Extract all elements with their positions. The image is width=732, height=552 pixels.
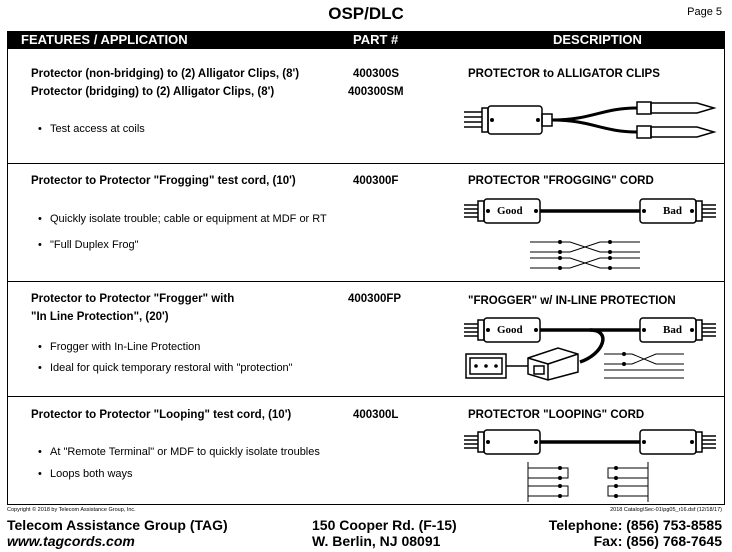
company-name: Telecom Assistance Group (TAG) xyxy=(7,517,228,533)
row-divider xyxy=(7,281,725,282)
feature-line: Protector to Protector "Frogger" with xyxy=(31,293,235,305)
bullet-item: • Frogger with In-Line Protection xyxy=(50,341,200,353)
feature-line: Protector to Protector "Looping" test cord, (10') xyxy=(31,409,292,421)
address-line: W. Berlin, NJ 08091 xyxy=(312,533,441,549)
feature-line: Protector (non-bridging) to (2) Alligator Clips, (8') xyxy=(31,68,300,80)
alligator-clip-diagram xyxy=(462,98,724,144)
bullet-item: • Ideal for quick temporary restoral with "protection" xyxy=(50,362,293,374)
feature-line: Protector (bridging) to (2) Alligator Clips, (8') xyxy=(31,86,275,98)
description-title: PROTECTOR to ALLIGATOR CLIPS xyxy=(468,68,660,80)
feature-line: Protector to Protector "Frogging" test cord, (10') xyxy=(31,175,296,187)
fax: Fax: (856) 768-7645 xyxy=(593,533,722,549)
bullet-item: • Loops both ways xyxy=(50,468,133,480)
description-title: "FROGGER" w/ IN-LINE PROTECTION xyxy=(468,295,676,307)
part-number: 400300FP xyxy=(348,293,402,305)
address-line: 150 Cooper Rd. (F-15) xyxy=(312,517,457,533)
part-number: 400300L xyxy=(353,409,399,421)
page-title: OSP/DLC xyxy=(328,4,404,23)
page-number: Page 5 xyxy=(687,6,722,18)
website-link[interactable]: www.tagcords.com xyxy=(7,533,135,549)
row-divider xyxy=(7,396,725,397)
bullet-item: • At "Remote Terminal" or MDF to quickly isolate troubles xyxy=(50,446,320,458)
row-divider xyxy=(7,163,725,164)
bullet-item: • Quickly isolate trouble; cable or equipment at MDF or RT xyxy=(50,213,327,225)
good-label: Good xyxy=(497,205,523,217)
bullet-item: • "Full Duplex Frog" xyxy=(50,239,139,251)
column-features: FEATURES / APPLICATION xyxy=(21,32,188,47)
telephone: Telephone: (856) 753-8585 xyxy=(548,517,722,533)
looping-cord-diagram xyxy=(462,428,724,504)
part-number: 400300SM xyxy=(348,86,404,98)
catalog-reference: 2018 Catalog\Sec-01\pg05_r16.dsf (12/18/17) xyxy=(610,507,722,513)
bullet-item: • Test access at coils xyxy=(50,123,145,135)
column-part: PART # xyxy=(353,32,399,47)
part-number: 400300S xyxy=(353,68,400,80)
column-description: DESCRIPTION xyxy=(553,32,642,47)
column-header-bar xyxy=(7,31,725,49)
description-title: PROTECTOR "FROGGING" CORD xyxy=(468,175,654,187)
good-label: Good xyxy=(497,324,523,336)
bad-label: Bad xyxy=(663,205,682,217)
part-number: 400300F xyxy=(353,175,399,187)
copyright: Copyright © 2018 by Telecom Assistance Group, Inc. xyxy=(7,507,136,513)
description-title: PROTECTOR "LOOPING" CORD xyxy=(468,409,645,421)
bad-label: Bad xyxy=(663,324,682,336)
feature-line: "In Line Protection", (20') xyxy=(31,311,169,323)
